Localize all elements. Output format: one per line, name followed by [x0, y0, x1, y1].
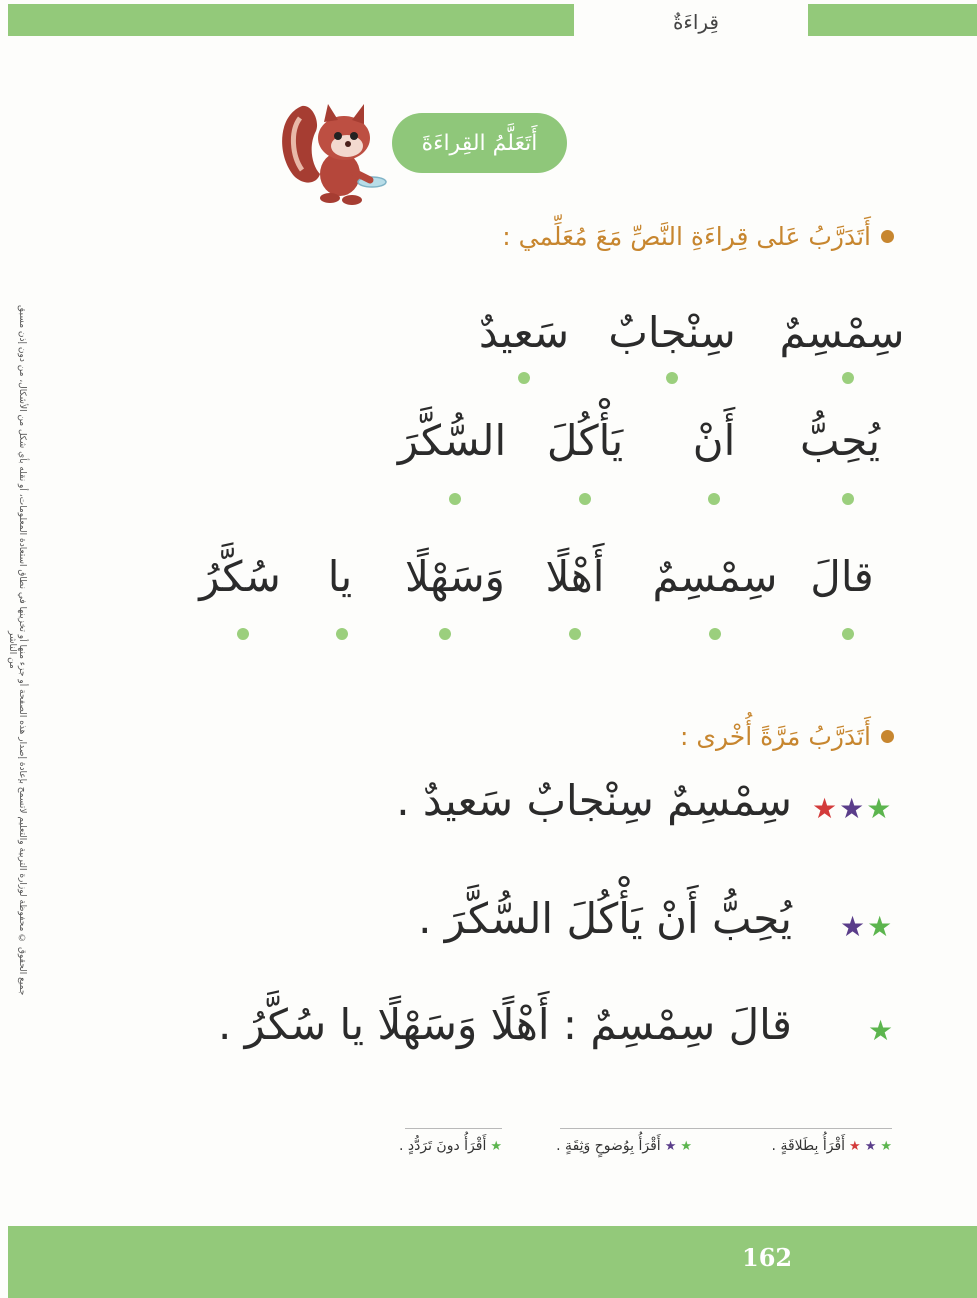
star-icon: ★: [490, 1138, 502, 1154]
star-icon: ★: [680, 1138, 692, 1154]
star-icon: ★: [849, 1138, 861, 1154]
sentence-line: يُحِبُّ أَنْ يَأْكُلَ السُّكَّرَ .: [418, 894, 792, 943]
legend-no-hesitation: [399, 1138, 502, 1154]
instruction-practice-again: [680, 722, 894, 751]
word-cell: يا: [327, 552, 353, 601]
word-cell: يَأْكُلَ: [546, 416, 624, 465]
legend-text: أَقْرَأُ بِطَلاقَةٍ .: [771, 1138, 846, 1154]
green-dot: [518, 372, 530, 384]
top-green-bar-right: [808, 4, 977, 36]
instruction-text: أَتَدَرَّبُ عَلى قِراءَةِ النَّصِّ مَعَ مُعَلِّمي :: [502, 222, 871, 251]
star-icon: ★: [840, 910, 866, 943]
legend-divider: [405, 1128, 502, 1129]
section-header-label: قِراءَةٌ: [672, 10, 719, 34]
legend-text: أَقْرَأُ بِوُضوحٍ وَثِقَةٍ .: [556, 1138, 661, 1154]
green-dot: [842, 493, 854, 505]
word-cell: سُكَّرُ: [199, 552, 281, 601]
squirrel-mascot-icon: [272, 86, 398, 212]
green-dot: [449, 493, 461, 505]
star-icon: ★: [664, 1138, 677, 1154]
star-icon: ★: [864, 1138, 877, 1154]
instruction-text: أَتَدَرَّبُ مَرَّةً أُخْرى :: [680, 722, 871, 751]
bottom-green-bar: [8, 1226, 977, 1298]
word-cell: سِمْسِمٌ: [779, 308, 905, 357]
green-dot: [569, 628, 581, 640]
word-cell: يُحِبُّ: [799, 416, 881, 465]
word-cell: سِمْسِمٌ: [652, 552, 778, 601]
word-cell: أَنْ: [692, 416, 736, 465]
instruction-practice-with-teacher: [502, 222, 894, 251]
star-icon: ★: [839, 792, 865, 825]
star-icon: ★: [867, 910, 893, 943]
star-icon: ★: [812, 792, 838, 825]
copyright-notice: جميع الحقوق © محفوظة لوزارة التربية والتعليم لاتسمح بإعادة إصدار هذه الصفحة أو جزء منها أو تخزينها في نطاق استعادة المعلومات، أو نقله بأي شكل من الأشكال، من دون إذن مسبق من الناشر: [7, 304, 27, 996]
green-dot: [666, 372, 678, 384]
star-icon: ★: [866, 792, 892, 825]
green-dot: [237, 628, 249, 640]
page-number: 162: [742, 1243, 793, 1272]
green-dot: [709, 628, 721, 640]
green-dot: [842, 628, 854, 640]
word-cell: السُّكَّرَ: [397, 416, 507, 465]
word-cell: سَعيدٌ: [478, 308, 570, 357]
word-cell: سِنْجابٌ: [608, 308, 736, 357]
star-icon: ★: [868, 1014, 894, 1047]
green-dot: [439, 628, 451, 640]
legend-text: أَقْرَأُ دونَ تَرَدُّدٍ .: [398, 1138, 487, 1154]
one-star-rating: [868, 1014, 893, 1047]
two-star-rating: [840, 910, 892, 943]
sentence-line: سِمْسِمٌ سِنْجابٌ سَعيدٌ .: [396, 776, 792, 825]
bullet-dot-icon: [881, 730, 894, 743]
word-cell: وَسَهْلًا: [405, 552, 505, 601]
legend-fluency: [772, 1138, 892, 1154]
sentence-line: قالَ سِمْسِمٌ : أَهْلًا وَسَهْلًا يا سُكَّرُ .: [217, 1000, 792, 1049]
top-green-bar-left: [8, 4, 574, 36]
learn-reading-badge: أَتَعَلَّمُ القِراءَةَ: [392, 113, 567, 173]
star-icon: ★: [880, 1138, 892, 1154]
green-dot: [842, 372, 854, 384]
legend-clarity: [556, 1138, 692, 1154]
bullet-dot-icon: [881, 230, 894, 243]
green-dot: [579, 493, 591, 505]
green-dot: [336, 628, 348, 640]
word-cell: قالَ: [810, 552, 874, 601]
green-dot: [708, 493, 720, 505]
word-cell: أَهْلًا: [545, 552, 605, 601]
three-star-rating: [812, 792, 891, 825]
legend-divider: [560, 1128, 892, 1129]
